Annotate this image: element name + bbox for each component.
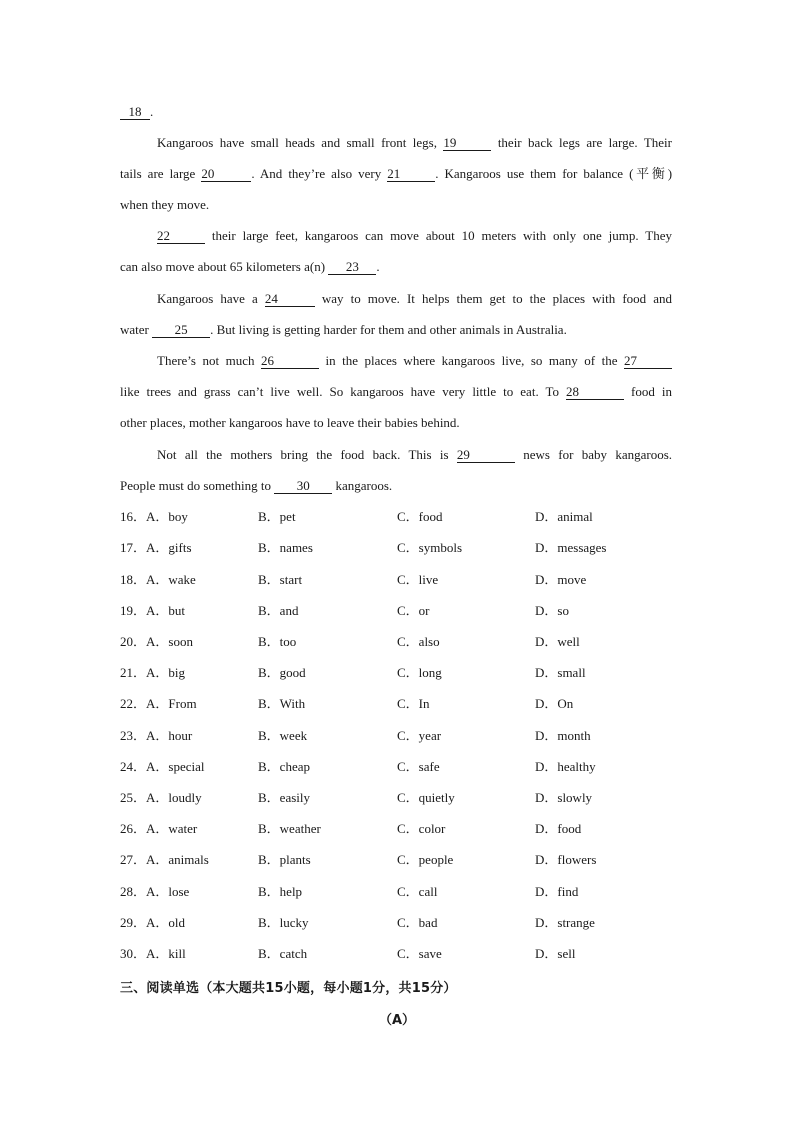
option-c: C．live xyxy=(397,572,439,587)
blank-18: 18 xyxy=(120,105,150,120)
blank-26: 26 xyxy=(261,354,319,369)
passage-line xyxy=(120,166,672,182)
option-b: B．pet xyxy=(258,509,296,524)
option-c: C．year xyxy=(397,728,442,743)
option-c: C．In xyxy=(397,696,430,711)
option-c: C．save xyxy=(397,946,442,961)
passage-line xyxy=(120,415,460,431)
passage-text: their large feet, kangaroos can move about 10 meters with only one jump. They xyxy=(211,228,672,243)
option-b: B．cheap xyxy=(258,759,310,774)
option-c: C．or xyxy=(397,603,430,618)
option-d: D．month xyxy=(535,728,591,743)
option-a: 23．A．hour xyxy=(120,728,193,743)
option-a: 18．A．wake xyxy=(120,572,196,587)
passage-text: tails are large xyxy=(120,166,196,181)
passage-line xyxy=(157,353,672,369)
option-d: D．move xyxy=(535,572,587,587)
option-c: C．call xyxy=(397,884,438,899)
option-a: 29．A．old xyxy=(120,915,186,930)
option-a: 20．A．soon xyxy=(120,634,193,649)
option-c: C．people xyxy=(397,852,454,867)
option-d: D．slowly xyxy=(535,790,593,805)
passage-line xyxy=(157,228,672,244)
option-c: C．also xyxy=(397,634,440,649)
option-b: B．catch xyxy=(258,946,308,961)
passage-text: their back legs are large. Their xyxy=(497,135,673,150)
option-d: D．animal xyxy=(535,509,593,524)
option-c: C．long xyxy=(397,665,442,680)
passage-line xyxy=(157,291,672,307)
option-b: B．lucky xyxy=(258,915,309,930)
passage-text: . But living is getting harder for them and other animals in Australia. xyxy=(210,322,567,337)
option-c: C．color xyxy=(397,821,446,836)
option-c: C．quietly xyxy=(397,790,455,805)
passage-text: way to move. It helps them get to the places with food and xyxy=(321,291,672,306)
passage-line xyxy=(157,447,672,463)
option-b: B．easily xyxy=(258,790,310,805)
passage-text: kangaroos. xyxy=(335,478,393,493)
option-d: D．messages xyxy=(535,540,607,555)
passage-text: can also move about 65 kilometers a(n) xyxy=(120,259,326,274)
option-d: D．healthy xyxy=(535,759,596,774)
blank-25: 25 xyxy=(152,323,210,338)
passage-line xyxy=(120,322,567,338)
passage-line xyxy=(120,259,380,275)
option-a: 21．A．big xyxy=(120,665,186,680)
passage-text: other places, mother kangaroos have to leave their babies behind. xyxy=(120,415,460,430)
blank-21: 21 xyxy=(387,167,435,182)
option-a: 22．A．From xyxy=(120,696,197,711)
passage-text: food in xyxy=(631,384,672,399)
option-b: B．too xyxy=(258,634,297,649)
passage-line xyxy=(120,384,672,400)
option-d: D．so xyxy=(535,603,569,618)
option-d: D．small xyxy=(535,665,586,680)
option-a: 27．A．animals xyxy=(120,852,209,867)
option-a: 25．A．loudly xyxy=(120,790,202,805)
option-a: 19．A．but xyxy=(120,603,186,618)
passage-text: There’s not much xyxy=(157,353,255,368)
option-d: D．strange xyxy=(535,915,595,930)
option-b: B．plants xyxy=(258,852,311,867)
option-d: D．food xyxy=(535,821,582,836)
blank-29: 29 xyxy=(457,448,515,463)
option-b: B．weather xyxy=(258,821,321,836)
passage-text: Kangaroos have small heads and small front legs, xyxy=(157,135,437,150)
blank-19: 19 xyxy=(443,136,491,151)
option-d: D．flowers xyxy=(535,852,597,867)
passage-line xyxy=(120,197,209,213)
option-c: C．food xyxy=(397,509,443,524)
option-b: B．start xyxy=(258,572,303,587)
blank-27: 27 xyxy=(624,354,672,369)
blank-23: 23 xyxy=(328,260,376,275)
passage-line xyxy=(157,135,672,151)
option-b: B．good xyxy=(258,665,306,680)
passage-text: in the places where kangaroos live, so many of the xyxy=(325,353,618,368)
passage-text: . And they’re also very xyxy=(251,166,382,181)
option-a: 16．A．boy xyxy=(120,509,188,524)
passage-text: . Kangaroos use them for balance (平衡) xyxy=(435,166,673,181)
passage-text: . xyxy=(150,104,154,119)
option-b: B．names xyxy=(258,540,313,555)
option-b: B．With xyxy=(258,696,306,711)
option-b: B．help xyxy=(258,884,303,899)
option-d: D．sell xyxy=(535,946,576,961)
option-d: D．On xyxy=(535,696,574,711)
option-d: D．well xyxy=(535,634,580,649)
passage-text: Kangaroos have a xyxy=(157,291,258,306)
subheading: （A） xyxy=(378,1013,416,1028)
option-b: B．and xyxy=(258,603,299,618)
option-c: C．bad xyxy=(397,915,438,930)
passage-text: . xyxy=(376,259,380,274)
passage-text: like trees and grass can’t live well. So kangaroos have very little to eat. To xyxy=(120,384,559,399)
option-b: B．week xyxy=(258,728,308,743)
blank-24: 24 xyxy=(265,292,315,307)
blank-22: 22 xyxy=(157,229,205,244)
blank-28: 28 xyxy=(566,385,624,400)
option-c: C．symbols xyxy=(397,540,463,555)
option-a: 30．A．kill xyxy=(120,946,186,961)
option-a: 24．A．special xyxy=(120,759,205,774)
blank-30: 30 xyxy=(274,479,332,494)
passage-line xyxy=(120,104,153,120)
passage-text: when they move. xyxy=(120,197,210,212)
passage-line xyxy=(120,478,392,494)
option-a: 17．A．gifts xyxy=(120,540,192,555)
option-a: 26．A．water xyxy=(120,821,198,836)
option-a: 28．A．lose xyxy=(120,884,190,899)
passage-text: Not all the mothers bring the food back. This is xyxy=(157,447,449,462)
section-heading: 三、阅读单选（本大题共15小题，每小题1分，共15分） xyxy=(120,981,457,996)
blank-20: 20 xyxy=(201,167,251,182)
option-c: C．safe xyxy=(397,759,440,774)
passage-text: People must do something to xyxy=(120,478,271,493)
passage-text: news for baby kangaroos. xyxy=(523,447,673,462)
passage-text: water xyxy=(120,322,149,337)
option-d: D．find xyxy=(535,884,579,899)
